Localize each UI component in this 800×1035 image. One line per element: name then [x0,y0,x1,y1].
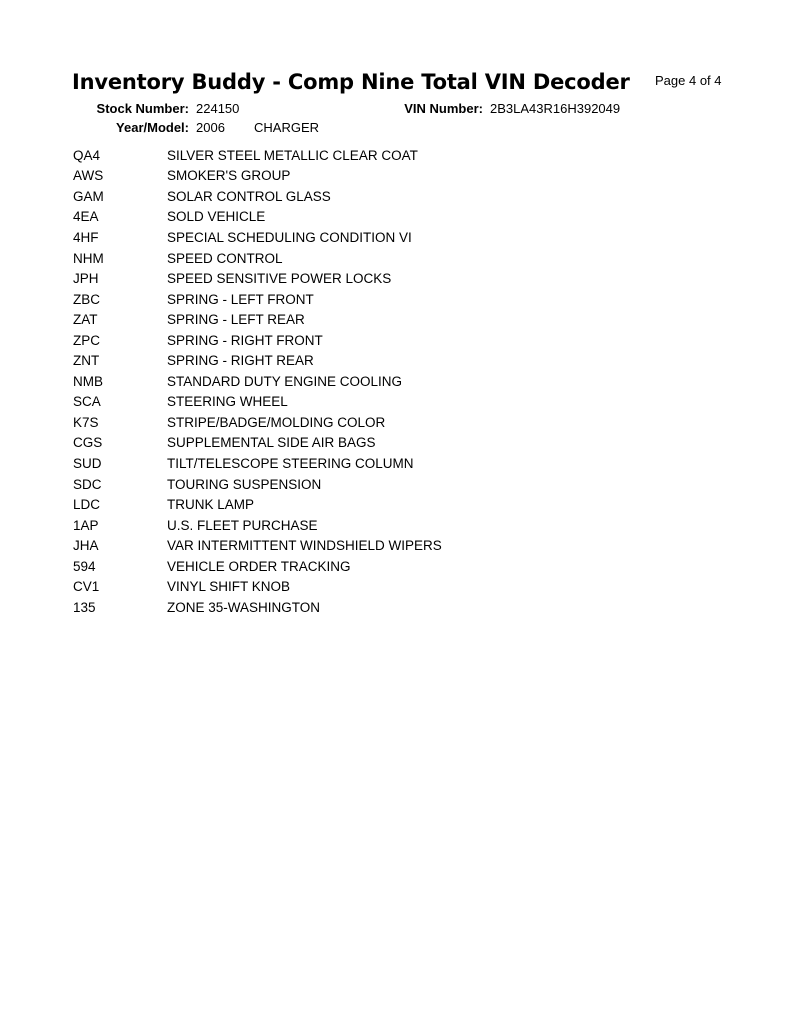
option-row [73,392,673,413]
option-description: SPRING - RIGHT REAR [167,353,314,369]
option-code: K7S [73,414,99,430]
option-code-list [73,145,673,618]
option-description: STEERING WHEEL [167,394,288,410]
stock-number-label: Stock Number: [96,101,189,116]
option-description: SPRING - LEFT FRONT [167,291,314,307]
option-row [73,186,673,207]
option-description: SOLD VEHICLE [167,209,266,225]
option-row [73,535,673,556]
vin-number-field [404,101,620,116]
option-row [73,350,673,371]
option-row [73,289,673,310]
page-title: Inventory Buddy - Comp Nine Total VIN Decoder [72,70,630,94]
option-code: CGS [73,435,103,451]
option-code: 4HF [73,229,99,245]
option-code: 135 [73,599,96,615]
stock-number-value: 224150 [196,101,240,116]
option-row [73,474,673,495]
option-row [73,309,673,330]
option-code: GAM [73,188,104,204]
year-value: 2006 [196,120,225,135]
option-code: NHM [73,250,104,266]
option-code: JPH [73,271,99,287]
option-row [73,248,673,269]
option-description: U.S. FLEET PURCHASE [167,517,318,533]
option-code: JHA [73,538,99,554]
option-description: TILT/TELESCOPE STEERING COLUMN [167,455,414,471]
option-code: ZPC [73,332,100,348]
option-description: SMOKER'S GROUP [167,168,291,184]
option-description: SPRING - RIGHT FRONT [167,332,323,348]
year-model-field [96,120,319,135]
option-row [73,371,673,392]
option-row [73,494,673,515]
option-description: VAR INTERMITTENT WINDSHIELD WIPERS [167,538,442,554]
option-code: 1AP [73,517,99,533]
vin-number-value: 2B3LA43R16H392049 [490,101,621,116]
page-number: Page 4 of 4 [655,73,722,88]
option-code: SCA [73,394,101,410]
option-description: SUPPLEMENTAL SIDE AIR BAGS [167,435,376,451]
option-row [73,145,673,166]
option-description: SPEED SENSITIVE POWER LOCKS [167,271,392,287]
option-description: VEHICLE ORDER TRACKING [167,558,351,574]
option-code: LDC [73,497,101,513]
option-row [73,433,673,454]
option-description: STRIPE/BADGE/MOLDING COLOR [167,414,386,430]
option-description: SPECIAL SCHEDULING CONDITION VI [167,229,412,245]
option-code: AWS [73,168,104,184]
option-description: SILVER STEEL METALLIC CLEAR COAT [167,147,418,163]
option-description: TOURING SUSPENSION [167,476,322,492]
option-row [73,453,673,474]
option-row [73,556,673,577]
option-row [73,227,673,248]
option-code: 594 [73,558,96,574]
option-code: SUD [73,455,102,471]
option-description: ZONE 35-WASHINGTON [167,599,321,615]
option-description: VINYL SHIFT KNOB [167,579,291,595]
option-code: ZAT [73,312,98,328]
option-row [73,576,673,597]
model-value: CHARGER [254,120,320,135]
option-row [73,412,673,433]
option-row [73,268,673,289]
stock-number-field [96,101,239,116]
vin-number-label: VIN Number: [404,101,483,116]
option-description: SOLAR CONTROL GLASS [167,188,331,204]
option-code: ZNT [73,353,100,369]
option-row [73,515,673,536]
option-row [73,207,673,228]
option-code: SDC [73,476,102,492]
option-code: ZBC [73,291,100,307]
option-description: TRUNK LAMP [167,497,255,513]
option-row [73,166,673,187]
option-code: QA4 [73,147,101,163]
option-description: STANDARD DUTY ENGINE COOLING [167,373,403,389]
option-description: SPEED CONTROL [167,250,283,266]
option-code: 4EA [73,209,99,225]
option-description: SPRING - LEFT REAR [167,312,305,328]
option-code: NMB [73,373,103,389]
year-model-label: Year/Model: [116,120,189,135]
option-row [73,330,673,351]
option-row [73,597,673,618]
option-code: CV1 [73,579,100,595]
